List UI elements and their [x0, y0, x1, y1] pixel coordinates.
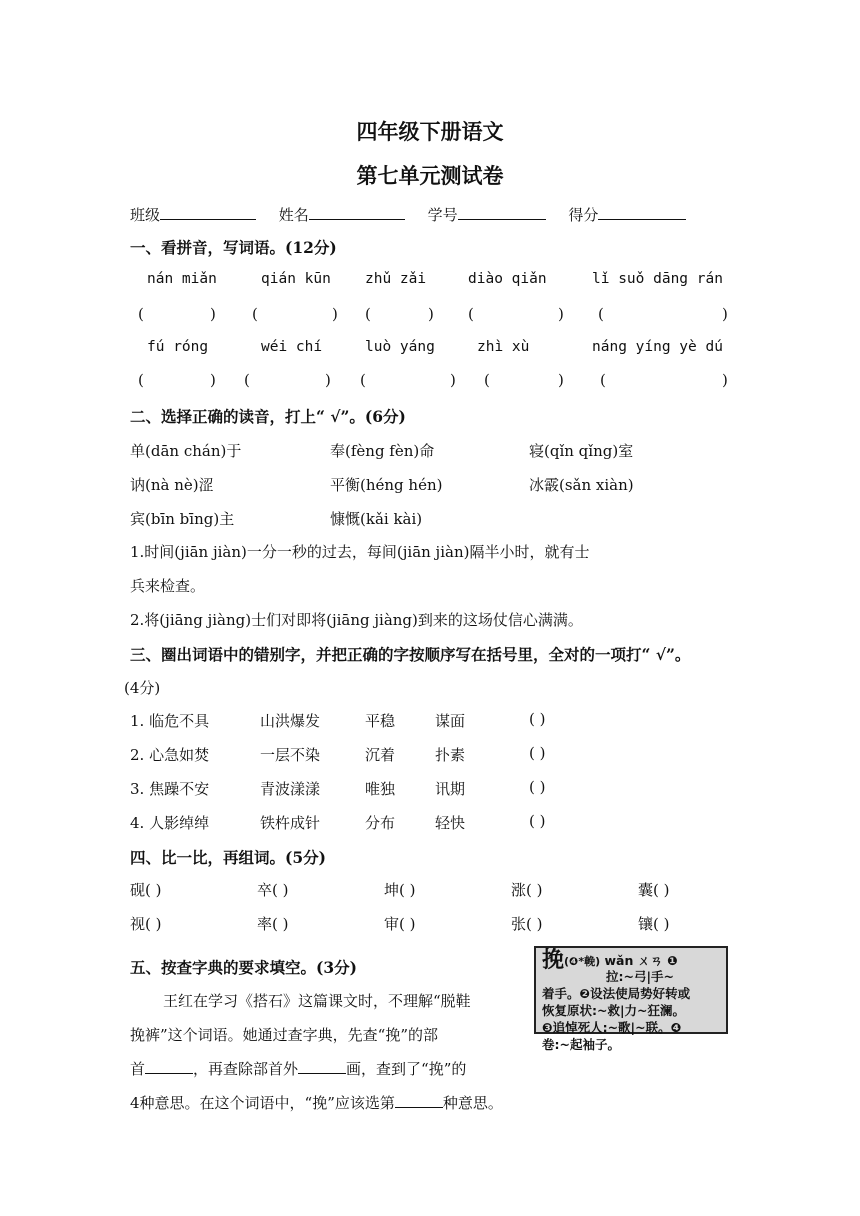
- answer-paren-open: (: [138, 371, 144, 389]
- pinyin-item: luò yáng: [365, 339, 435, 355]
- typo-word: 青波漾漾: [260, 780, 321, 798]
- sentence-1-line-1: 1.时间(jiān jiàn)一分一秒的过去，每间(jiān jiàn)隔半小时，就有士: [130, 543, 590, 561]
- answer-paren-close: ): [558, 305, 564, 323]
- reading-choice-item: 宾(bīn bīng)主: [130, 510, 235, 528]
- typo-word: 讯期: [435, 780, 466, 798]
- answer-paren-open: (: [138, 305, 144, 323]
- name-label: 姓名: [278, 206, 309, 224]
- pinyin-item: zhǔ zǎi: [365, 271, 427, 287]
- typo-answer-blank[interactable]: ( ): [529, 710, 546, 728]
- typo-word: 扑素: [435, 746, 466, 764]
- answer-paren-close: ): [722, 305, 728, 323]
- reading-choice-item: 寝(qǐn qǐng)室: [529, 442, 634, 460]
- typo-word: 平稳: [365, 712, 396, 730]
- answer-paren-open: (: [600, 371, 606, 389]
- dictionary-passage-line: 王红在学习《搭石》这篇课文时，不理解“脱鞋: [163, 992, 471, 1010]
- pinyin-item: náng yíng yè dú: [592, 339, 723, 355]
- dictionary-passage-line: 首 ，再查除部首外 画，查到了“挽”的: [130, 1057, 466, 1079]
- typo-answer-blank[interactable]: ( ): [529, 744, 546, 762]
- section1-heading: 一、看拼音，写词语。(12分): [130, 238, 337, 257]
- sentence-1-line-2: 兵来检查。: [130, 577, 206, 595]
- student-id-label: 学号: [427, 206, 458, 224]
- compare-word-item[interactable]: 囊( ): [638, 881, 670, 899]
- meaning-number-blank[interactable]: [395, 1091, 443, 1108]
- answer-paren-open: (: [360, 371, 366, 389]
- section2-heading: 二、选择正确的读音，打上“ √”。(6分): [130, 407, 406, 426]
- class-label: 班级: [130, 206, 161, 224]
- typo-word: 铁杵成针: [260, 814, 321, 832]
- pinyin-item: fú róng: [147, 339, 209, 355]
- typo-word: 4. 人影绰绰: [130, 814, 210, 832]
- typo-word: 轻快: [435, 814, 466, 832]
- pinyin-item: lǐ suǒ dāng rán: [592, 271, 723, 287]
- typo-word: 1. 临危不具: [130, 712, 210, 730]
- typo-word: 沉着: [365, 746, 396, 764]
- section3-points: (4分): [124, 679, 161, 697]
- compare-word-item[interactable]: 涨( ): [511, 881, 543, 899]
- pinyin-item: nán miǎn: [147, 271, 217, 287]
- score-blank[interactable]: [598, 203, 686, 220]
- reading-choice-item: 冰霰(sǎn xiàn): [529, 476, 634, 494]
- answer-paren-close: ): [332, 305, 338, 323]
- stroke-count-blank[interactable]: [298, 1057, 346, 1074]
- class-blank[interactable]: [160, 203, 256, 220]
- dictionary-entry-image: 挽(❹*輓) wǎn ㄨㄢ ❶ 拉:~弓|手~ 着手。❷设法使局势好转或 恢复原状:~救|力~狂澜。 ❸追悼死人:~歌|~联。❹ 卷:~起袖子。: [534, 946, 728, 1034]
- student-id-blank[interactable]: [458, 203, 546, 220]
- answer-paren-open: (: [365, 305, 371, 323]
- worksheet-title: 四年级下册语文: [356, 119, 504, 144]
- student-info-row: [130, 203, 686, 225]
- section4-heading: 四、比一比，再组词。(5分): [130, 848, 326, 867]
- answer-paren-close: ): [722, 371, 728, 389]
- answer-paren-close: ): [428, 305, 434, 323]
- typo-word: 唯独: [365, 780, 396, 798]
- compare-word-item[interactable]: 砚( ): [130, 881, 162, 899]
- typo-word: 分布: [365, 814, 396, 832]
- compare-word-item[interactable]: 审( ): [384, 915, 416, 933]
- reading-choice-item: 平衡(héng hén): [330, 476, 443, 494]
- answer-paren-close: ): [210, 371, 216, 389]
- reading-choice-item: 讷(nà nè)涩: [130, 476, 214, 494]
- name-blank[interactable]: [309, 203, 405, 220]
- compare-word-item[interactable]: 视( ): [130, 915, 162, 933]
- pinyin-item: qián kūn: [261, 271, 331, 287]
- answer-paren-open: (: [484, 371, 490, 389]
- sentence-2: 2.将(jiāng jiàng)士们对即将(jiāng jiàng)到来的这场仗信心满满。: [130, 611, 583, 629]
- typo-answer-blank[interactable]: ( ): [529, 778, 546, 796]
- compare-word-item[interactable]: 镶( ): [638, 915, 670, 933]
- dictionary-passage-line: 4种意思。在这个词语中，“挽”应该选第 种意思。: [130, 1091, 503, 1113]
- radical-blank[interactable]: [145, 1057, 193, 1074]
- section5-heading: 五、按查字典的要求填空。(3分): [130, 958, 357, 977]
- answer-paren-close: ): [558, 371, 564, 389]
- typo-word: 3. 焦躁不安: [130, 780, 210, 798]
- answer-paren-close: ): [325, 371, 331, 389]
- answer-paren-close: ): [450, 371, 456, 389]
- typo-answer-blank[interactable]: ( ): [529, 812, 546, 830]
- answer-paren-close: ): [210, 305, 216, 323]
- section3-heading: 三、圈出词语中的错别字，并把正确的字按顺序写在括号里，全对的一项打“ √”。: [130, 645, 691, 664]
- reading-choice-item: 单(dān chán)于: [130, 442, 242, 460]
- typo-word: 一层不染: [260, 746, 321, 764]
- worksheet-subtitle: 第七单元测试卷: [356, 163, 504, 188]
- typo-word: 2. 心急如焚: [130, 746, 210, 764]
- compare-word-item[interactable]: 坤( ): [384, 881, 416, 899]
- typo-word: 谋面: [435, 712, 466, 730]
- answer-paren-open: (: [598, 305, 604, 323]
- dictionary-passage-line: 挽裤”这个词语。她通过查字典，先查“挽”的部: [130, 1026, 439, 1044]
- compare-word-item[interactable]: 张( ): [511, 915, 543, 933]
- pinyin-item: diào qiǎn: [468, 271, 547, 287]
- reading-choice-item: 奉(fèng fèn)命: [330, 442, 435, 460]
- compare-word-item[interactable]: 卒( ): [257, 881, 289, 899]
- reading-choice-item: 慷慨(kǎi kài): [330, 510, 423, 528]
- answer-paren-open: (: [244, 371, 250, 389]
- typo-word: 山洪爆发: [260, 712, 321, 730]
- answer-paren-open: (: [468, 305, 474, 323]
- answer-paren-open: (: [252, 305, 258, 323]
- score-label: 得分: [568, 206, 599, 224]
- pinyin-item: wéi chí: [261, 339, 323, 355]
- compare-word-item[interactable]: 率( ): [257, 915, 289, 933]
- pinyin-item: zhì xù: [477, 339, 530, 355]
